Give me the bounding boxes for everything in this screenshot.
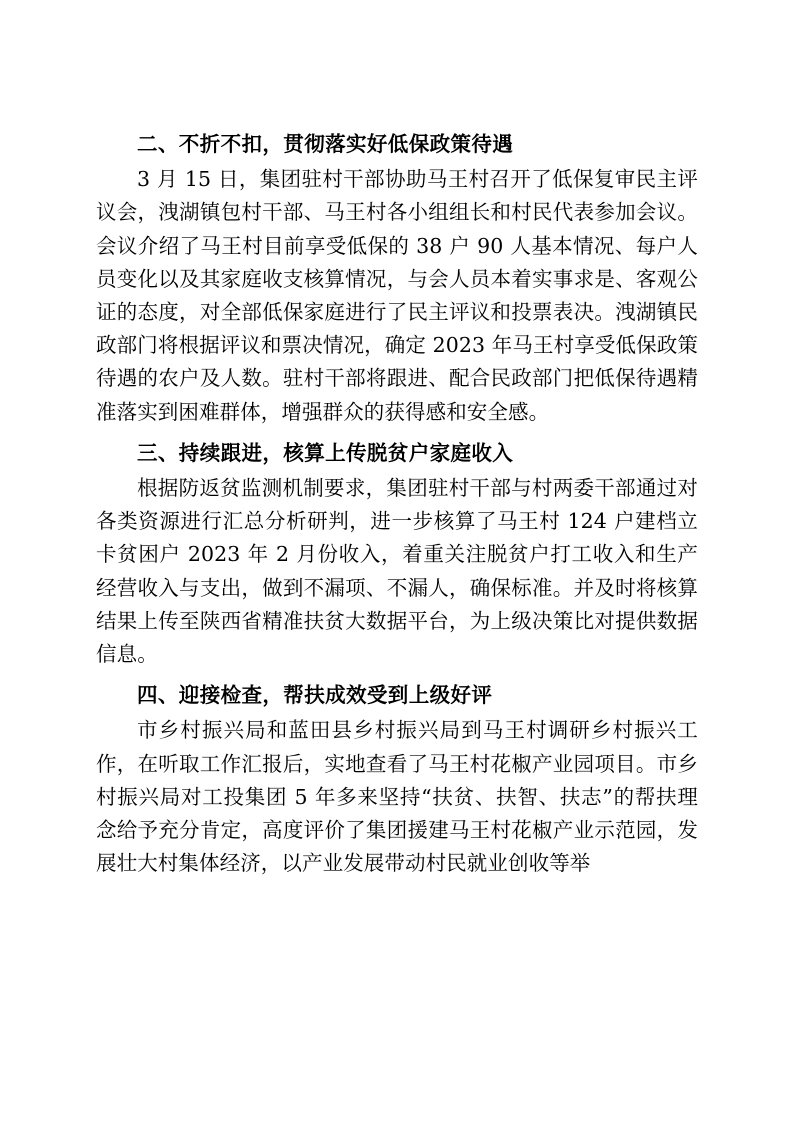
section-heading-two: 二、不折不扣，贯彻落实好低保政策待遇	[137, 132, 514, 156]
section-heading-three: 三、持续跟进，核算上传脱贫户家庭收入	[137, 440, 514, 465]
section-paragraph-three: 根据防返贫监测机制要求，集团驻村干部与村两委干部通过对各类资源进行汇总分析研判，进一步核算了马王村 124 户建档立卡贫困户 2023 年 2 月份收入，着重关注脱贫户打工收入和生产经营收入与支出，做到不漏项、不漏人，确保标准。并及时将核算结果上传至陕西省精准扶贫大数据平台，为上级决策比对提供数据信息。	[96, 476, 698, 667]
section-paragraph-four: 市乡村振兴局和蓝田县乡村振兴局到马王村调研乡村振兴工作，在听取工作汇报后，实地查看了马王村花椒产业园项目。市乡村振兴局对工投集团 5 年多来坚持“扶贫、扶智、扶志”的帮扶理念给予充分肯定，高度评价了集团援建马王村花椒产业示范园，发展壮大村集体经济，以产业发展带动村民就业创收等举	[96, 718, 698, 876]
section-heading-four: 四、迎接检查，帮扶成效受到上级好评	[137, 683, 493, 708]
section-paragraph-two: 3 月 15 日，集团驻村干部协助马王村召开了低保复审民主评议会，洩湖镇包村干部、马王村各小组组长和村民代表参加会议。会议介绍了马王村目前享受低保的 38 户 90 人基本情况、每户人员变化以及其家庭收支核算情况，与会人员本着实事求是、客观公证的态度，对全部低保家庭进行了民主评议和投票表决。洩湖镇民政部门将根据评议和票决情况，确定 2023 年马王村享受低保政策待遇的农户及人数。驻村干部将跟进、配合民政部门把低保待遇精准落实到困难群体，增强群众的获得感和安全感。	[96, 167, 698, 424]
document-body	[96, 128, 698, 880]
